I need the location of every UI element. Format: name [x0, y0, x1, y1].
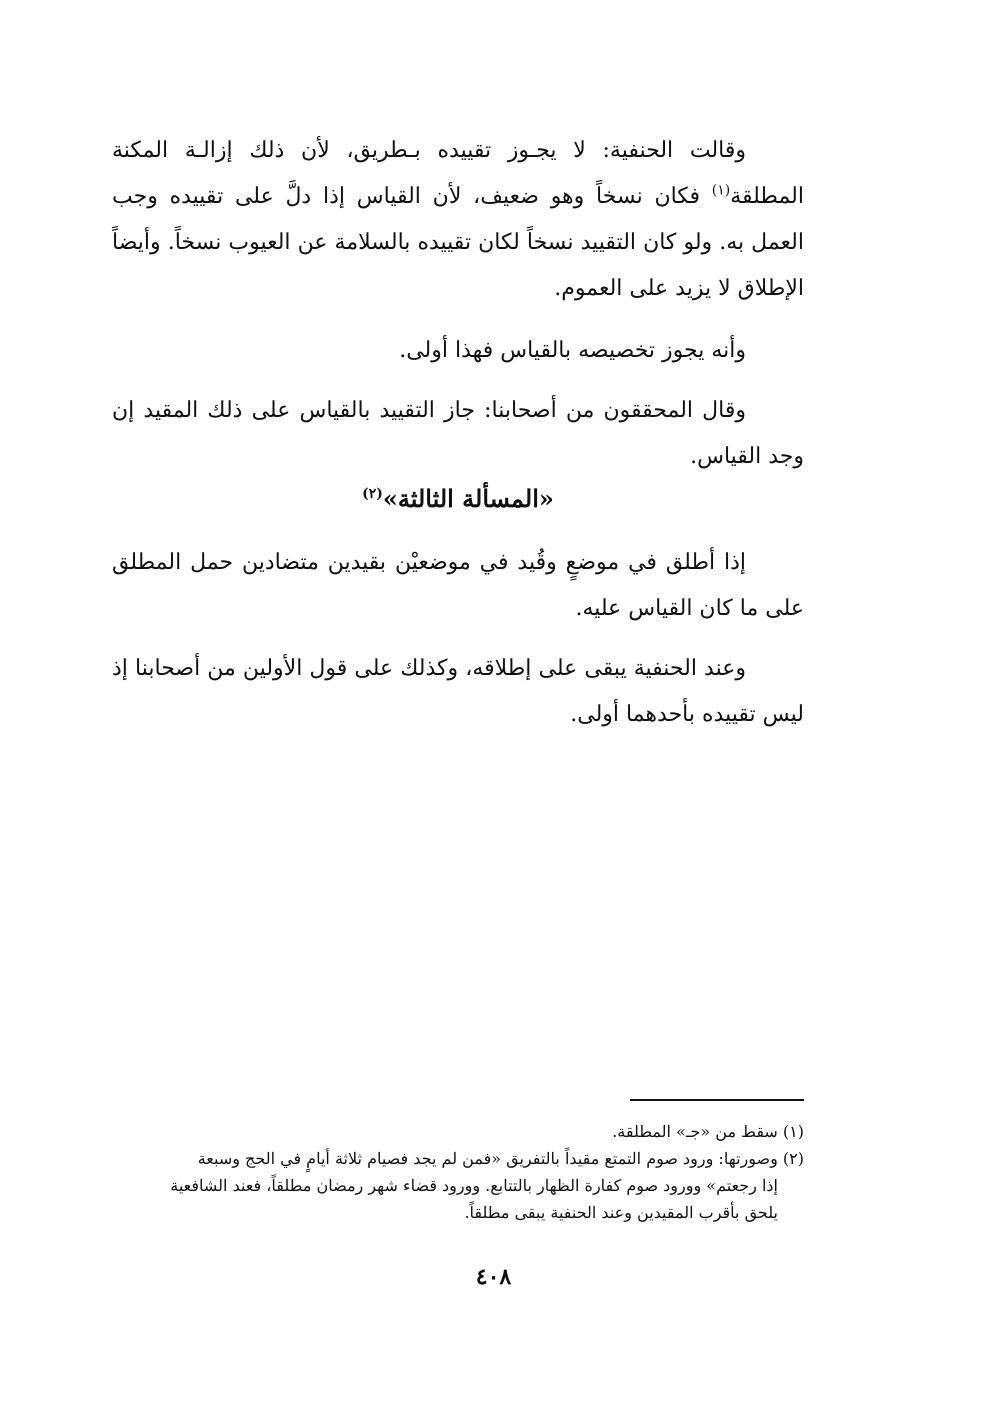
footnote-divider [630, 1099, 804, 1101]
footnote-2-line-3: يلحق بأقرب المقيدين وعند الحنفية يبقى مطلقاً. [464, 1203, 778, 1222]
paragraph-4: إذا أطلق في موضعٍ وقُيد في موضعيْن بقيدين متضادين حمل المطلق على ما كان القياس عليه. [112, 550, 804, 621]
body-text-bottom [112, 540, 804, 738]
footnote-ref-2: (٢) [362, 486, 383, 502]
body-text-top [112, 128, 804, 480]
paragraph-1-text-cont: فكان نسخاً وهو ضعيف، لأن القياس إذا دلَّ على تقييده وجب العمل به. ولو كان التقييد نسخاً لكان تقييده بالسلامة عن العيوب نسخاً. وأيضاً الإطلاق لا يزيد على العموم. [112, 184, 804, 301]
paragraph-3: وقال المحققون من أصحابنا: جاز التقييد بالقياس على ذلك المقيد إن وجد القياس. [112, 398, 804, 469]
paragraph-5: وعند الحنفية يبقى على إطلاقه، وكذلك على قول الأولين من أصحابنا إذ ليس تقييده بأحدهما أولى. [112, 656, 804, 727]
footnote-ref-1: (١) [711, 182, 731, 199]
section-heading [112, 476, 804, 522]
footnote-1: (١) سقط من «جـ» المطلقة. [612, 1122, 804, 1141]
paragraph-1 [112, 128, 804, 312]
section-heading-text: «المسألة الثالثة» [382, 484, 554, 513]
paragraph-2: وأنه يجوز تخصيصه بالقياس فهذا أولى. [399, 338, 746, 363]
footnotes [112, 1118, 804, 1226]
paragraph-1-text: وقالت الحنفية: لا يجـوز تقييده بـطريق، لأن ذلك إزالـة المكنة المطلقة [112, 138, 804, 209]
footnote-2-line-1: (٢) وصورتها: ورود صوم التمتع مقيداً بالتفريق «فمن لم يجد فصيام ثلاثة أيامٍ في الحج وسبعة [197, 1149, 804, 1168]
page-number: ٤٠٨ [475, 1264, 512, 1290]
footnote-2-line-2: إذا رجعتم» وورود صوم كفارة الظهار بالتتابع. وورود قضاء شهر رمضان مطلقاً، فعند الشافعية [170, 1176, 778, 1195]
